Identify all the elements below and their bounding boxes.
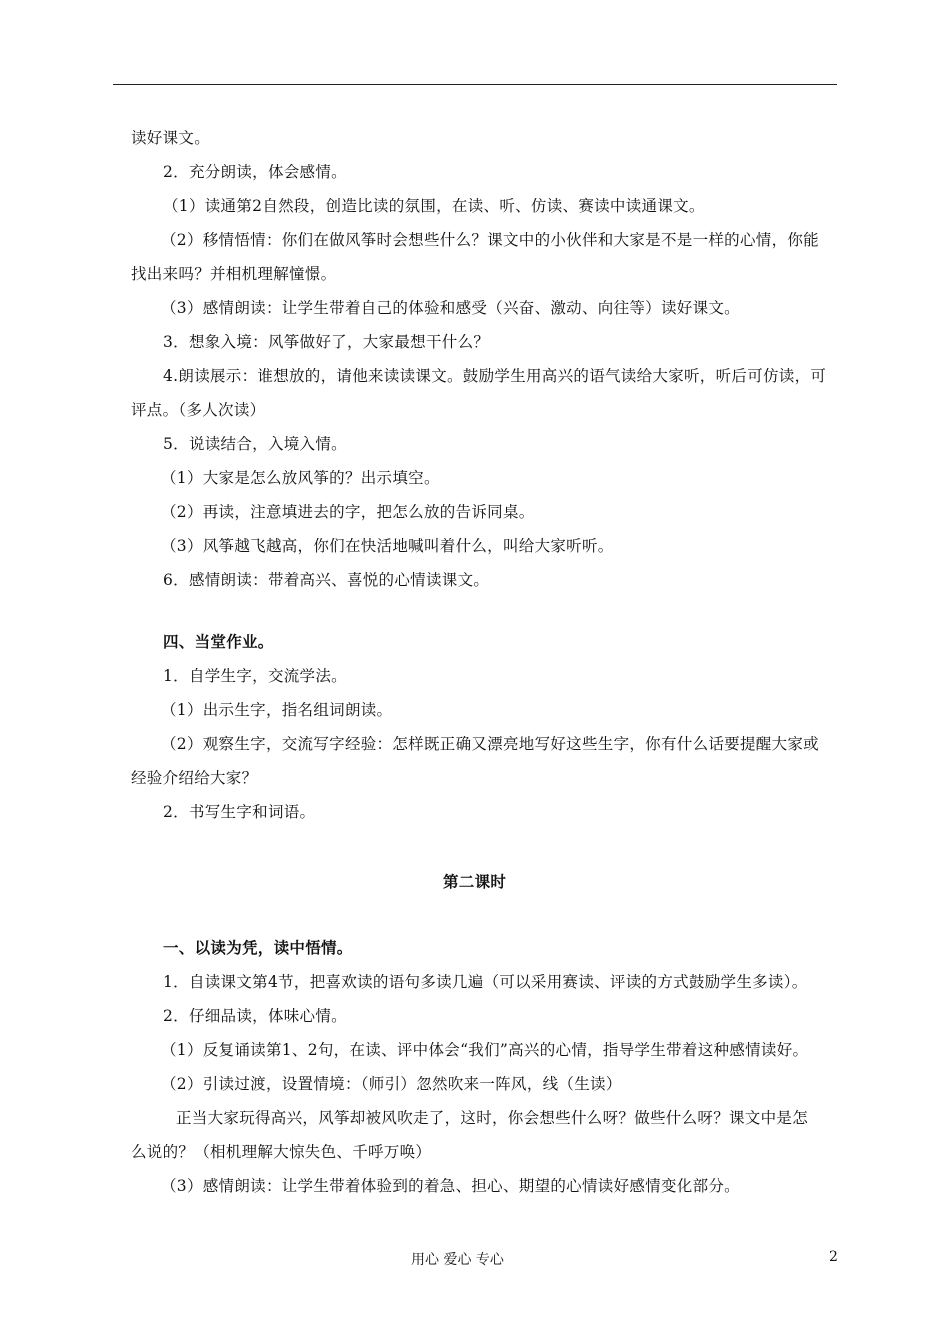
text-line: 6．感情朗读：带着高兴、喜悦的心情读课文。 <box>163 571 490 589</box>
text-line: （2）移情悟情：你们在做风筝时会想些什么？课文中的小伙伴和大家是不是一样的心情，你能 <box>161 231 819 249</box>
text-line: （1）读通第2自然段，创造比读的氛围，在读、听、仿读、赛读中读通课文。 <box>163 197 705 215</box>
text-line: 1．自学生字，交流学法。 <box>163 667 347 685</box>
section-heading: 一、以读为凭，读中悟情。 <box>163 938 353 957</box>
text-line: （2）观察生字，交流写字经验：怎样既正确又漂亮地写好这些生字，你有什么话要提醒大家或 <box>161 735 819 753</box>
lesson-title: 第二课时 <box>443 872 507 891</box>
text-line: 2．充分朗读，体会感情。 <box>163 163 347 181</box>
footer-motto: 用心 爱心 专心 <box>411 1252 504 1268</box>
text-line: 4.朗读展示：谁想放的，请他来读读课文。鼓励学生用高兴的语气读给大家听，听后可仿读，可 <box>163 367 827 385</box>
section-heading: 四、当堂作业。 <box>163 632 274 651</box>
text-line: 经验介绍给大家？ <box>131 769 258 787</box>
text-line: 2．书写生字和词语。 <box>163 803 316 821</box>
text-line: （3）感情朗读：让学生带着体验到的着急、担心、期望的心情读好感情变化部分。 <box>161 1177 740 1195</box>
text-line: 1．自读课文第4节，把喜欢读的语句多读几遍（可以采用赛读、评读的方式鼓励学生多读）。 <box>163 973 808 991</box>
page-number: 2 <box>829 1249 838 1265</box>
text-line: 2．仔细品读，体味心情。 <box>163 1007 347 1025</box>
text-line: 评点。（多人次读） <box>131 401 266 419</box>
text-line: 5．说读结合，入境入情。 <box>163 435 347 453</box>
text-line: （2）再读，注意填进去的字，把怎么放的告诉同桌。 <box>161 503 535 521</box>
text-line: 正当大家玩得高兴，风筝却被风吹走了，这时，你会想些什么呀？做些什么呀？课文中是怎 <box>176 1109 809 1127</box>
text-line: 读好课文。 <box>131 129 211 147</box>
text-line: （3）感情朗读：让学生带着自己的体验和感受（兴奋、激动、向往等）读好课文。 <box>161 299 740 317</box>
text-line: 找出来吗？并相机理解憧憬。 <box>131 265 337 283</box>
header-rule <box>113 84 837 85</box>
text-line: （1）反复诵读第1、2句，在读、评中体会“我们”高兴的心情，指导学生带着这种感情读好。 <box>161 1041 809 1059</box>
text-line: （1）出示生字，指名组词朗读。 <box>161 701 393 719</box>
text-line: （3）风筝越飞越高，你们在快活地喊叫着什么，叫给大家听听。 <box>161 537 614 555</box>
text-line: 3．想象入境：风筝做好了，大家最想干什么？ <box>163 333 490 351</box>
text-line: 么说的？（相机理解大惊失色、千呼万唤） <box>131 1143 432 1161</box>
text-line: （1）大家是怎么放风筝的？出示填空。 <box>161 469 440 487</box>
text-line: （2）引读过渡，设置情境：（师引）忽然吹来一阵风，线（生读） <box>161 1075 622 1093</box>
